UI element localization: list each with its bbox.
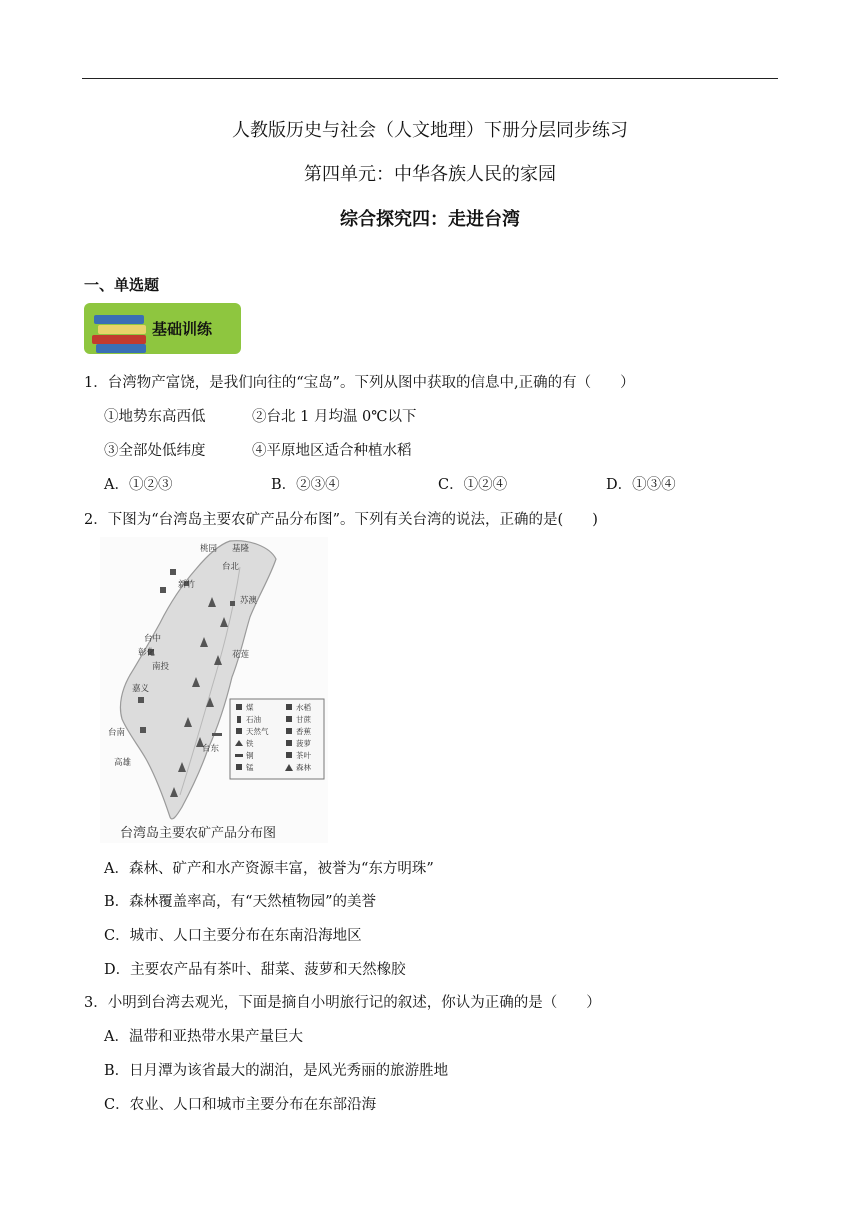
question-3-stem: 3．小明到台湾去观光，下面是摘自小明旅行记的叙述，你认为正确的是（ ） [84, 995, 601, 1011]
map-label-chiayi: 嘉义 [132, 684, 150, 694]
q2-option-a[interactable]: A．森林、矿产和水产资源丰富，被誉为“东方明珠” [104, 861, 434, 877]
map-label-keelung: 基隆 [232, 544, 250, 554]
header-rule [82, 78, 778, 79]
q2-option-c[interactable]: C．城市、人口主要分布在东南沿海地区 [104, 928, 362, 944]
unit-title: 第四单元：中华各族人民的家园 [304, 164, 556, 185]
q2-option-d[interactable]: D．主要农产品有茶叶、甜菜、菠萝和天然橡胶 [104, 962, 406, 978]
question-1-stem: 1．台湾物产富饶，是我们向往的“宝岛”。下列从图中获取的信息中,正确的有（ ） [84, 375, 635, 391]
svg-text:香蕉: 香蕉 [296, 727, 311, 736]
map-label-hsinchu: 新竹 [178, 580, 196, 590]
q1-option-b[interactable]: B．②③④ [271, 477, 340, 493]
q2-option-b[interactable]: B．森林覆盖率高，有“天然植物园”的美誉 [104, 894, 376, 910]
question-2-stem: 2．下图为“台湾岛主要农矿产品分布图”。下列有关台湾的说法，正确的是( ) [84, 512, 598, 528]
svg-text:煤: 煤 [246, 703, 254, 712]
document-title: 人教版历史与社会（人文地理）下册分层同步练习 [232, 120, 628, 141]
svg-text:铜: 铜 [246, 751, 254, 760]
q3-option-c[interactable]: C．农业、人口和城市主要分布在东部沿海 [104, 1097, 377, 1113]
q1-statement-1: ①地势东高西低 [104, 409, 206, 425]
q1-statement-2: ②台北 1 月均温 0℃以下 [252, 409, 417, 425]
map-label-tainan: 台南 [108, 728, 126, 738]
map-label-taoyuan: 桃园 [200, 544, 218, 554]
map-label-changhua: 彰化 [138, 648, 156, 658]
map-label-taichung: 台中 [144, 634, 162, 644]
svg-text:天然气: 天然气 [246, 727, 269, 736]
badge-label: 基础训练 [152, 320, 213, 338]
svg-text:水稻: 水稻 [296, 703, 311, 712]
map-label-hualien: 花莲 [232, 650, 250, 660]
map-label-nantou: 南投 [152, 662, 170, 672]
map-label-suao: 苏澳 [240, 596, 258, 606]
section-heading: 一、单选题 [84, 276, 160, 294]
basic-training-badge [84, 303, 241, 354]
map-legend [230, 699, 324, 779]
svg-text:锰: 锰 [246, 763, 254, 772]
q1-option-d[interactable]: D．①③④ [606, 477, 676, 493]
map-caption: 台湾岛主要农矿产品分布图 [120, 826, 277, 841]
taiwan-product-map [100, 537, 328, 843]
map-label-taipei: 台北 [222, 562, 240, 572]
svg-text:石油: 石油 [246, 715, 261, 724]
svg-text:菠萝: 菠萝 [296, 739, 311, 748]
q3-option-b[interactable]: B．日月潭为该省最大的湖泊，是风光秀丽的旅游胜地 [104, 1063, 449, 1079]
q1-option-c[interactable]: C．①②④ [438, 477, 508, 493]
svg-text:甘蔗: 甘蔗 [296, 715, 311, 724]
svg-text:茶叶: 茶叶 [296, 751, 311, 760]
q3-option-a[interactable]: A．温带和亚热带水果产量巨大 [104, 1029, 303, 1045]
q1-statement-4: ④平原地区适合种植水稻 [252, 443, 412, 459]
q1-option-a[interactable]: A．①②③ [104, 477, 173, 493]
lesson-title: 综合探究四：走进台湾 [340, 209, 520, 230]
map-label-taitung: 台东 [202, 744, 220, 754]
svg-text:铁: 铁 [246, 739, 254, 748]
svg-text:森林: 森林 [296, 763, 311, 772]
q1-statement-3: ③全部处低纬度 [104, 443, 206, 459]
map-label-kaohsiung: 高雄 [114, 758, 132, 768]
